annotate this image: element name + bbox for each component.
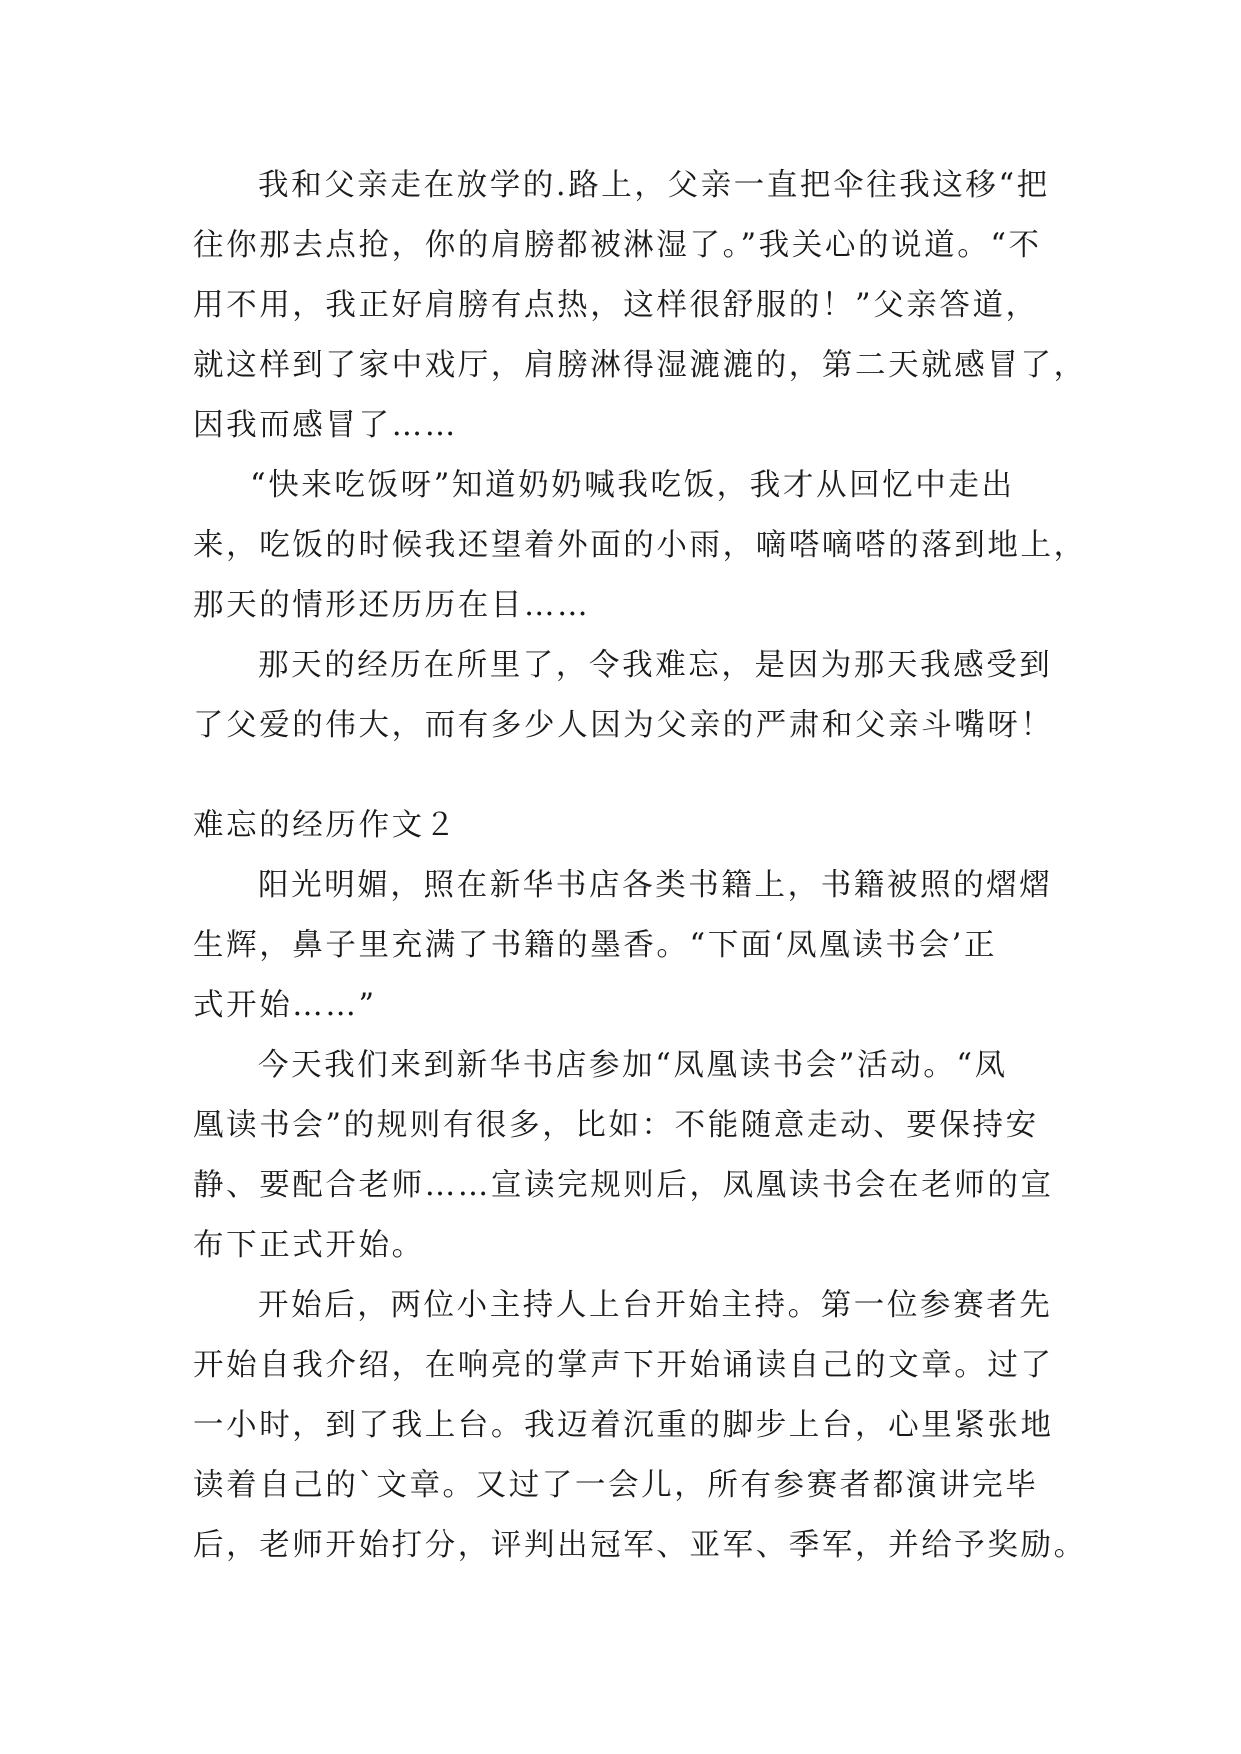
section-heading: 难忘的经历作文２ xyxy=(193,808,458,843)
text-line: “快来吃饭呀”知道奶奶喊我吃饭，我才从回忆中走出 xyxy=(250,468,1015,503)
text-line: 我和父亲走在放学的.路上，父亲一直把伞往我这移“把 xyxy=(258,168,1050,203)
text-line: 布下正式开始。 xyxy=(193,1228,425,1263)
text-line: 一小时，到了我上台。我迈着沉重的脚步上台，心里紧张地 xyxy=(193,1408,1054,1443)
text-line: 来，吃饭的时候我还望着外面的小雨，嘀嗒嘀嗒的落到地上， xyxy=(193,528,1087,563)
text-line: 往你那去点抢，你的肩膀都被淋湿了。”我关心的说道。“不 xyxy=(193,228,1042,263)
text-line: 今天我们来到新华书店参加“凤凰读书会”活动。“凤 xyxy=(258,1048,1008,1083)
text-line: 就这样到了家中戏厅，肩膀淋得湿漉漉的，第二天就感冒了， xyxy=(193,348,1087,383)
text-line: 静、要配合老师……宣读完规则后，凤凰读书会在老师的宣 xyxy=(193,1168,1054,1203)
text-line: 凰读书会”的规则有很多，比如：不能随意走动、要保持安 xyxy=(193,1108,1039,1143)
text-line: 用不用，我正好肩膀有点热，这样很舒服的！”父亲答道， xyxy=(193,288,1039,323)
text-line: 后，老师开始打分，评判出冠军、亚军、季军，并给予奖励。 xyxy=(193,1528,1087,1563)
text-line: 开始后，两位小主持人上台开始主持。第一位参赛者先 xyxy=(258,1288,1053,1323)
text-line: 那天的情形还历历在目…… xyxy=(193,588,591,623)
text-line: 了父爱的伟大，而有多少人因为父亲的严肃和父亲斗嘴呀！ xyxy=(193,708,1054,743)
text-line: 读着自己的`文章。又过了一会儿，所有参赛者都演讲完毕 xyxy=(193,1468,1039,1503)
text-line: 式开始……” xyxy=(193,988,377,1023)
text-line: 生辉，鼻子里充满了书籍的墨香。“下面‘凤凰读书会’正 xyxy=(193,928,998,963)
text-line: 那天的经历在所里了，令我难忘，是因为那天我感受到 xyxy=(258,648,1053,683)
text-line: 开始自我介绍，在响亮的掌声下开始诵读自己的文章。过了 xyxy=(193,1348,1054,1383)
text-line: 因我而感冒了…… xyxy=(193,408,458,443)
text-line: 阳光明媚，照在新华书店各类书籍上，书籍被照的熠熠 xyxy=(258,868,1053,903)
